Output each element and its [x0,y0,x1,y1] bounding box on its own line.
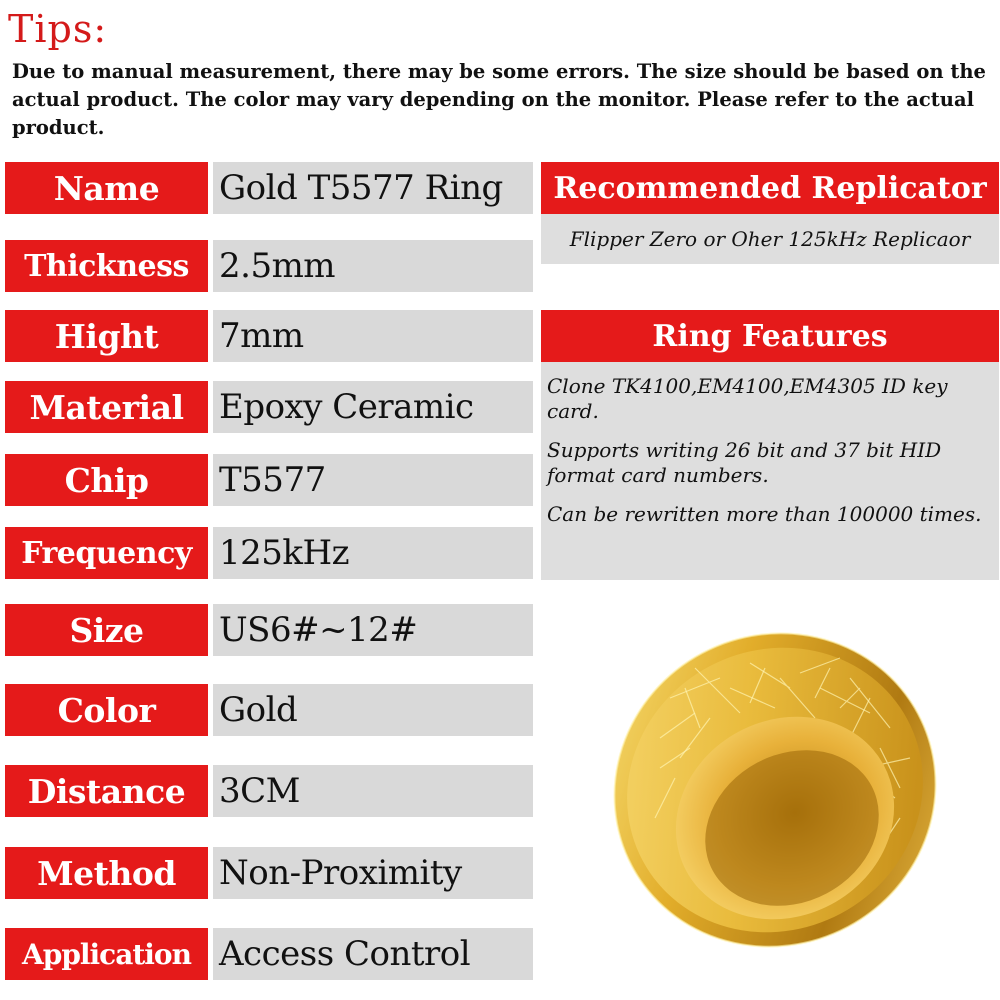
spec-row-frequency [5,527,533,579]
spec-label: Frequency [5,527,208,579]
spec-value: Epoxy Ceramic [213,381,533,433]
spec-row-distance [5,765,533,817]
tips-text: Due to manual measurement, there may be some errors. The size should be based on the actual product. The color may vary depending on the monitor. Please refer to the actual product. [12,60,986,139]
spec-label: Size [5,604,208,656]
features-list [541,362,999,580]
spec-value: 2.5mm [213,240,533,292]
features-header: Ring Features [541,310,999,362]
spec-row-method [5,847,533,899]
spec-value: 7mm [213,310,533,362]
spec-value: Access Control [213,928,533,980]
feature-item: Supports writing 26 bit and 37 bit HID format card numbers. [547,438,942,487]
spec-row-color [5,684,533,736]
spec-row-height [5,310,533,362]
spec-value: Gold [213,684,533,736]
spec-label: Distance [5,765,208,817]
feature-item: Can be rewritten more than 100000 times. [547,502,982,526]
spec-row-chip [5,454,533,506]
spec-value: 125kHz [213,527,533,579]
spec-label: Material [5,381,208,433]
spec-row-thickness [5,240,533,292]
spec-label: Color [5,684,208,736]
spec-label: Name [5,162,208,214]
spec-value: Non-Proximity [213,847,533,899]
tips-title: Tips: [8,7,108,51]
spec-row-application [5,928,533,980]
spec-label: Chip [5,454,208,506]
spec-row-material [5,381,533,433]
spec-value: US6#~12# [213,604,533,656]
spec-value: T5577 [213,454,533,506]
spec-label: Application [5,928,208,980]
product-image [600,618,950,978]
spec-label: Method [5,847,208,899]
replicator-text: Flipper Zero or Oher 125kHz Replicaor [541,214,999,264]
replicator-header: Recommended Replicator [541,162,999,214]
spec-label: Thickness [5,240,208,292]
spec-label: Hight [5,310,208,362]
feature-item: Clone TK4100,EM4100,EM4305 ID key card. [547,374,948,423]
spec-value: 3CM [213,765,533,817]
spec-row-size [5,604,533,656]
gold-ring-icon [600,618,950,978]
spec-value: Gold T5577 Ring [213,162,533,214]
spec-row-name [5,162,533,214]
